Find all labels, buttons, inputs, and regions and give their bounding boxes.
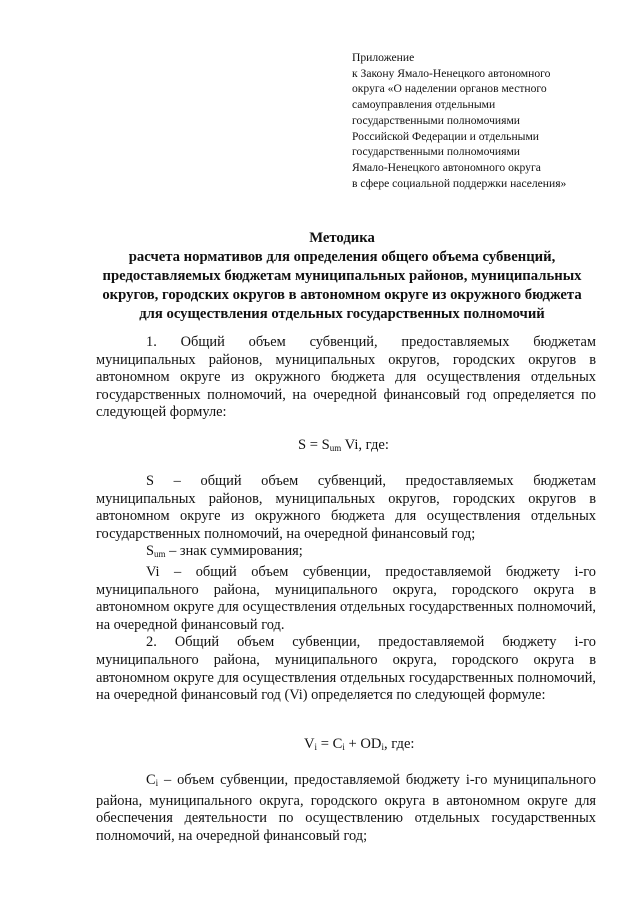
definition-ci [96,772,596,845]
appendix-line: государственными полномочиями [352,113,521,127]
appendix-line: в сфере социальной поддержки населения» [352,176,567,190]
title-line: предоставляемых бюджетам муниципальных районов, муниципальных [102,268,582,284]
formula-1 [298,437,389,454]
definitions-block [96,473,596,705]
definition-ci-text: – объем субвенции, предоставляемой бюджету i-го муниципального района, муниципального округа, городского округа в автономном округе для обеспечения деятельности по осуществлению отдельных государственных полномочий, на очередной финансовый год; [96,772,596,844]
appendix-line: Ямало-Ненецкого автономного округа [352,160,541,174]
definition-ci-block [96,772,596,845]
appendix-line: государственными полномочиями [352,145,521,159]
formula-2-part: V [304,736,315,752]
definition-ci-symbol: C [146,772,156,788]
title-line: расчета нормативов для определения общего объема субвенций, [128,249,556,265]
formula-1-part: S = S [298,437,330,453]
appendix-line: Приложение [352,51,415,64]
definition-ci-sub: i [155,778,159,788]
appendix-line: округа «О наделении органов местного [352,82,547,96]
definition-sum-sub: um [154,549,166,560]
title-line: для осуществления отдельных государственных полномочий [139,306,545,322]
definition-sum [96,543,596,564]
formula-2-part: , где: [383,736,415,752]
formula-2-sub: i [342,742,345,752]
paragraph-1-block [96,334,596,422]
title-heading: Методика [309,230,375,246]
formula-2-sub: i [381,742,384,752]
formula-2-part: + OD [344,736,382,752]
title-line: округов, городских округов в автономном округе из окружного бюджета [102,287,582,303]
definition-sum-symbol: S [146,543,155,560]
document-title [88,229,596,324]
paragraph-1: 1. Общий объем субвенций, предоставляемых бюджетам муниципальных районов, муниципальных округов, городских округов в автономном округе из окружного бюджета для осуществления отдельных государственных полномочий, на очередной финансовый год определяется по следующей формуле: [96,334,596,421]
appendix-line: Российской Федерации и отдельными [352,129,539,143]
definition-sum-text: – знак суммирования; [165,543,303,560]
appendix-line: к Закону Ямало-Ненецкого автономного [352,66,551,80]
formula-2 [304,736,414,753]
definition-s: S – общий объем субвенций, предоставляемых бюджетам муниципальных районов, муниципальных округов, городских округов в автономном округе из окружного бюджета для осуществления отдельных государственных полномочий, на очередной финансовый год; [96,473,596,542]
formula-2-sub: i [314,742,318,752]
appendix-line: самоуправления отдельными [352,98,496,112]
formula-1-sub: um [329,443,342,453]
paragraph-2: 2. Общий объем субвенции, предоставляемой бюджету i-го муниципального района, муниципального округа, городского округа в автономном округе для осуществления отдельных государственных полномочий, на очередной финансовый год (Vi) определяется по следующей формуле: [96,634,596,704]
definition-vi: Vi – общий объем субвенции, предоставляемой бюджету i-го муниципального района, муниципального округа, городского округа в автономном округе для осуществления отдельных государственных полномочий, на очередной финансовый год. [96,563,596,633]
appendix-header [352,50,622,191]
formula-1-part: Vi, где: [341,437,389,453]
formula-2-part: = C [317,736,343,752]
